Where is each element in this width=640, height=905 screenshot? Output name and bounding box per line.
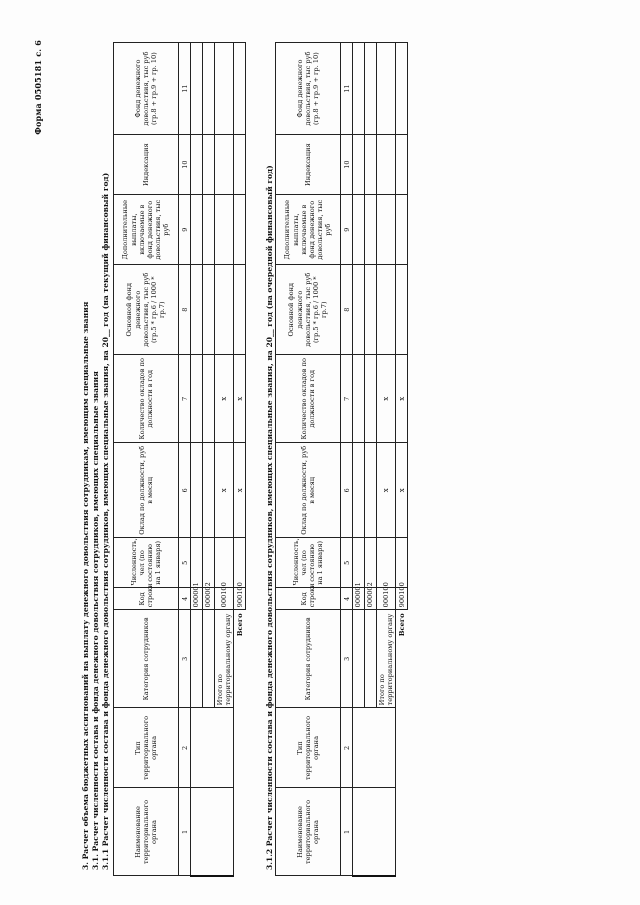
col-header: Численность, чел (по состоянию на 1 января) (114, 538, 179, 588)
row-code: 000100 (215, 588, 234, 610)
col-number: 9 (179, 195, 191, 265)
table-row-total (234, 43, 246, 877)
col-number: 10 (179, 135, 191, 195)
territorial-type-cell[interactable] (353, 708, 396, 788)
territorial-type-cell[interactable] (191, 708, 234, 788)
row-code: 000002 (203, 588, 215, 610)
col-number: 7 (341, 355, 353, 443)
category-cell[interactable] (365, 610, 377, 708)
col-header: Тип территориального органа (114, 708, 179, 788)
x-mark: x (377, 355, 396, 443)
row-code: 900100 (234, 588, 246, 610)
territorial-name-cell[interactable] (191, 788, 234, 876)
col-header: Основной фонд денежного довольствия, тыс руб (гр.5 * гр.6 / 1000 * гр.7) (276, 265, 341, 355)
col-number: 9 (341, 195, 353, 265)
col-header: Численность, чел (по состоянию на 1 января) (276, 538, 341, 588)
col-header: Оклад по должности, руб в месяц (114, 443, 179, 538)
row-code: 900100 (396, 588, 408, 610)
row-code: 000002 (365, 588, 377, 610)
table-row (191, 43, 203, 877)
category-cell[interactable] (203, 610, 215, 708)
col-header: Оклад по должности, руб в месяц (276, 443, 341, 538)
col-header: Индексация (114, 135, 179, 195)
row-code: 000100 (377, 588, 396, 610)
col-number: 5 (179, 538, 191, 588)
col-header: Основной фонд денежного довольствия, тыс руб (гр.5 * гр.6 / 1000 * гр.7) (114, 265, 179, 355)
col-number: 3 (341, 610, 353, 708)
col-number: 2 (341, 708, 353, 788)
col-number: 5 (341, 538, 353, 588)
col-header: Наименование территориального органа (276, 788, 341, 876)
col-header: Количество окладов по должности в год (114, 355, 179, 443)
x-mark: x (215, 355, 234, 443)
section-heading-3-1-2: 3.1.2 Расчет численности состава и фонда денежного довольствия сотрудников, имеющих специальные звания, на 20__ год (на очередной финансовый год) (265, 165, 274, 870)
category-cell[interactable] (191, 610, 203, 708)
x-mark: x (377, 443, 396, 538)
table-row (353, 43, 365, 877)
rotated-form (15, 12, 625, 892)
col-number: 3 (179, 610, 191, 708)
x-mark: x (234, 355, 246, 443)
table-row-total (396, 43, 408, 877)
col-number: 8 (179, 265, 191, 355)
col-header: Дополнительные выплаты, включаемые в фонд денежного довольствия, тыс руб (114, 195, 179, 265)
territorial-total-label: Итого по территориальному органу (377, 610, 396, 708)
col-number: 4 (179, 588, 191, 610)
x-mark: x (234, 443, 246, 538)
total-label: Всего (397, 613, 406, 637)
col-header: Код строки (114, 588, 179, 610)
form-number: Форма 0505181 с. 6 (33, 40, 43, 135)
col-header: Категория сотрудников (276, 610, 341, 708)
col-header: Фонд денежного довольствия, тыс руб (гр.8 + гр.9 + гр. 10) (114, 43, 179, 135)
x-mark: x (215, 443, 234, 538)
col-number: 11 (179, 43, 191, 135)
row-code: 000001 (353, 588, 365, 610)
x-mark: x (396, 355, 408, 443)
x-mark: x (396, 443, 408, 538)
col-header: Фонд денежного довольствия, тыс руб (гр.8 + гр.9 + гр. 10) (276, 43, 341, 135)
col-number: 1 (341, 788, 353, 876)
row-code: 000001 (191, 588, 203, 610)
section-heading-3-1: 3.1. Расчет численности состава и фонда денежного довольствия сотрудников, имеющих специальные звания (91, 371, 100, 870)
table-current-year (113, 42, 246, 877)
total-label: Всего (235, 613, 244, 637)
col-header: Индексация (276, 135, 341, 195)
col-header: Код строки (276, 588, 341, 610)
col-header: Наименование территориального органа (114, 788, 179, 876)
col-number: 1 (179, 788, 191, 876)
col-number: 10 (341, 135, 353, 195)
col-number: 6 (341, 443, 353, 538)
table-next-year (275, 42, 408, 877)
col-header: Тип территориального органа (276, 708, 341, 788)
col-header: Категория сотрудников (114, 610, 179, 708)
col-number: 7 (179, 355, 191, 443)
col-header: Дополнительные выплаты, включаемые в фонд денежного довольствия, тыс руб (276, 195, 341, 265)
col-header: Количество окладов по должности в год (276, 355, 341, 443)
col-number: 8 (341, 265, 353, 355)
col-number: 2 (179, 708, 191, 788)
col-number: 6 (179, 443, 191, 538)
section-heading-3: 3. Расчет объема бюджетных ассигнований на выплату денежного довольствия сотрудникам, имеющим специальные звания (81, 301, 90, 870)
col-number: 4 (341, 588, 353, 610)
category-cell[interactable] (353, 610, 365, 708)
col-number: 11 (341, 43, 353, 135)
section-heading-3-1-1: 3.1.1 Расчет численности состава и фонда денежного довольствия сотрудников, имеющих специальные звания, на 20__ год (на текущий финансовый год) (101, 172, 110, 870)
territorial-total-label: Итого по территориальному органу (215, 610, 234, 708)
territorial-name-cell[interactable] (353, 788, 396, 876)
